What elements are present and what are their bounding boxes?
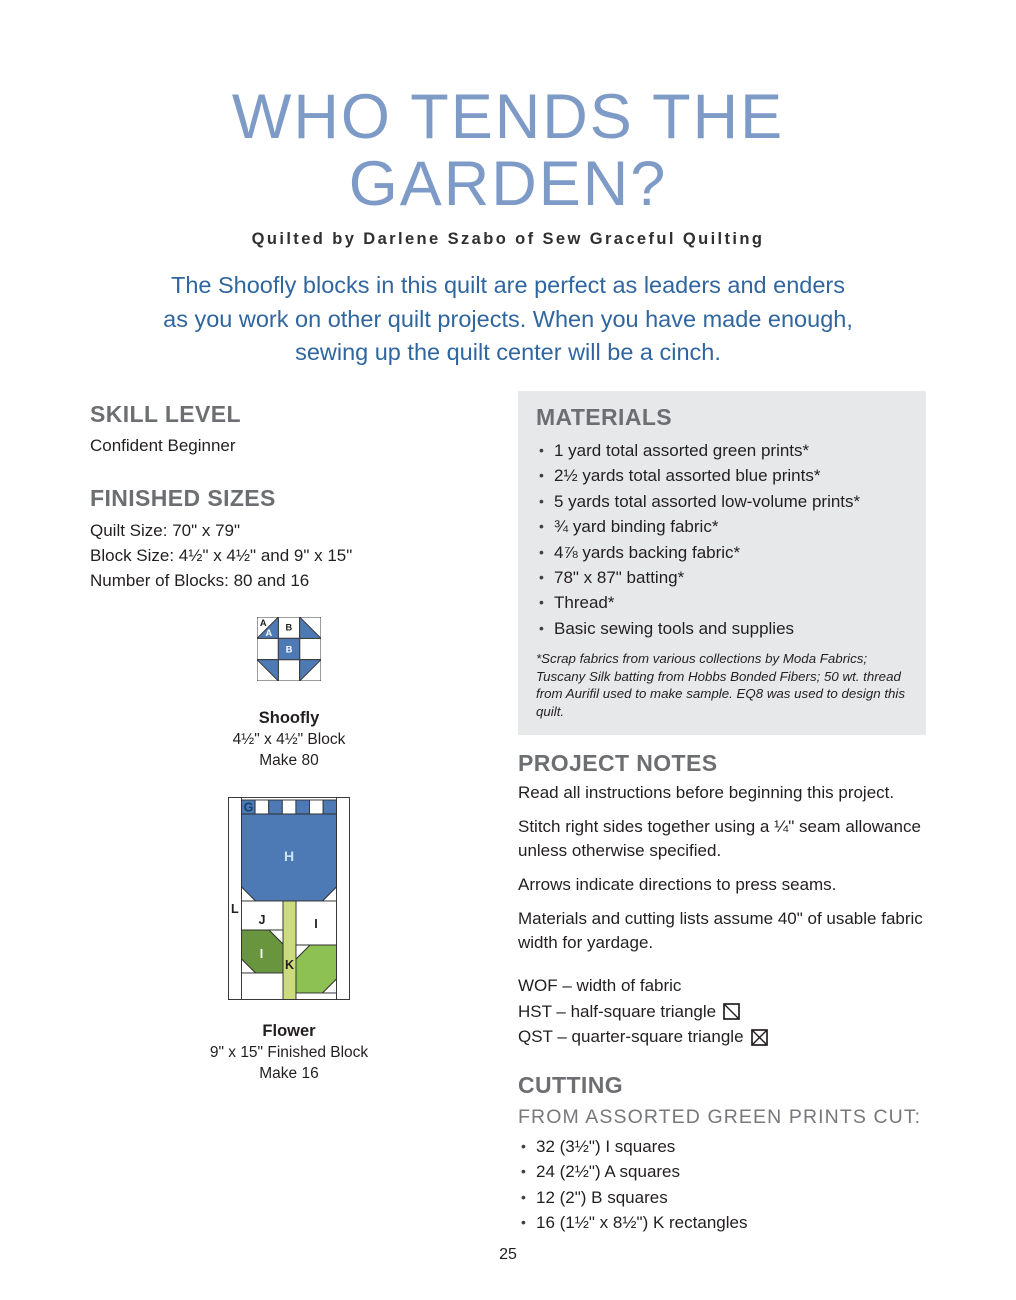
- label-g: G: [243, 800, 254, 815]
- flower-figure: [90, 797, 488, 1084]
- block-size-line: Block Size: 4½" x 4½" and 9" x 15": [90, 546, 353, 565]
- material-item: • 1 yard total assorted green prints*: [536, 438, 908, 463]
- materials-footnote: *Scrap fabrics from various collections by Moda Fabrics; Tuscany Silk batting from Hobbs Bonded Fibers; 50 wt. thread from Aurifil used to make sample. EQ8 was used to design this quilt.: [536, 651, 906, 719]
- skill-level-heading: SKILL LEVEL: [90, 401, 241, 427]
- cutting-item: • 32 (3½") I squares: [518, 1134, 926, 1159]
- cutting-subheading: FROM ASSORTED GREEN PRINTS CUT:: [518, 1105, 922, 1128]
- materials-box: [518, 391, 926, 735]
- project-notes-heading: PROJECT NOTES: [518, 750, 718, 777]
- flower-caption: [90, 1021, 488, 1084]
- project-notes-section: [518, 750, 926, 955]
- hst-abbreviation: [518, 999, 926, 1025]
- flower-size: 9" x 15" Finished Block: [209, 1044, 369, 1061]
- shoofly-make: Make 80: [259, 752, 319, 769]
- materials-heading: MATERIALS: [536, 404, 673, 430]
- finished-sizes-heading: FINISHED SIZES: [90, 485, 276, 511]
- material-item: • 2½ yards total assorted blue prints*: [536, 463, 908, 488]
- cutting-item: • 12 (2") B squares: [518, 1185, 926, 1210]
- cutting-heading: CUTTING: [518, 1071, 624, 1098]
- flower-diagram: [228, 797, 350, 1000]
- material-item: • Thread*: [536, 590, 908, 615]
- label-i-right: I: [314, 917, 318, 931]
- qst-icon: [751, 1029, 768, 1046]
- label-b-top: B: [285, 622, 293, 633]
- hst-icon: [723, 1003, 740, 1020]
- label-b-center: B: [285, 644, 293, 655]
- page-header: [0, 84, 1016, 370]
- shoofly-caption: [90, 708, 488, 771]
- flower-name: Flower: [262, 1022, 316, 1040]
- shoofly-figure: [90, 617, 488, 771]
- left-sash: [229, 798, 242, 1000]
- label-h: H: [283, 848, 295, 864]
- wof-text: WOF – width of fabric: [518, 976, 682, 996]
- project-note: Arrows indicate directions to press seams.: [518, 875, 837, 895]
- material-item: • 78" x 87" batting*: [536, 565, 908, 590]
- left-column: [90, 401, 488, 1100]
- quilted-by-credit: Quilted by Darlene Szabo of Sew Graceful Quilting: [251, 230, 765, 248]
- intro-paragraph: The Shoofly blocks in this quilt are perfect as leaders and enders as you work on other quilt projects. When you have made enough, sewing up the quilt center will be a cinch.: [163, 272, 853, 365]
- label-j: J: [258, 913, 266, 927]
- material-item: • 5 yards total assorted low-volume prints*: [536, 489, 908, 514]
- qst-abbreviation: [518, 1024, 926, 1050]
- abbreviations-block: [518, 973, 926, 1050]
- flower-make: Make 16: [259, 1065, 319, 1082]
- materials-list: [536, 438, 908, 641]
- shoofly-diagram: [257, 617, 321, 681]
- project-note: Stitch right sides together using a ¼" seam allowance unless otherwise specified.: [518, 817, 921, 861]
- project-note: Materials and cutting lists assume 40" of usable fabric width for yardage.: [518, 909, 923, 953]
- right-column: [518, 391, 926, 1235]
- page-title: [0, 84, 1016, 218]
- cutting-item: • 24 (2½") A squares: [518, 1159, 926, 1184]
- cutting-list: [518, 1134, 926, 1236]
- number-of-blocks-line: Number of Blocks: 80 and 16: [90, 571, 310, 590]
- material-item: • 4⅞ yards backing fabric*: [536, 540, 908, 565]
- right-sash: [337, 798, 350, 1000]
- shoofly-name: Shoofly: [258, 709, 320, 727]
- stem: [283, 901, 296, 1000]
- label-l: L: [230, 902, 239, 916]
- label-k: K: [284, 958, 295, 972]
- label-i-leaf: I: [259, 947, 264, 961]
- title-line-1: WHO TENDS THE: [231, 82, 785, 152]
- label-a-outer: A: [259, 618, 267, 629]
- cutting-item: • 16 (1½" x 8½") K rectangles: [518, 1210, 926, 1235]
- wof-abbreviation: [518, 973, 926, 999]
- hst-text: HST – half-square triangle: [518, 1001, 717, 1021]
- cutting-section: [518, 1072, 926, 1236]
- title-line-2: GARDEN?: [348, 149, 668, 219]
- project-note: Read all instructions before beginning this project.: [518, 783, 895, 803]
- shoofly-size: 4½" x 4½" Block: [232, 731, 346, 748]
- qst-text: QST – quarter-square triangle: [518, 1027, 744, 1047]
- finished-sizes-section: [90, 485, 488, 593]
- material-item: • ¾ yard binding fabric*: [536, 514, 908, 539]
- label-a-inner: A: [265, 628, 273, 639]
- material-item: • Basic sewing tools and supplies: [536, 616, 908, 641]
- quilt-size-line: Quilt Size: 70" x 79": [90, 521, 241, 540]
- finished-sizes-lines: [90, 518, 488, 593]
- page-number: 25: [499, 1246, 517, 1263]
- skill-level-value: Confident Beginner: [90, 436, 236, 455]
